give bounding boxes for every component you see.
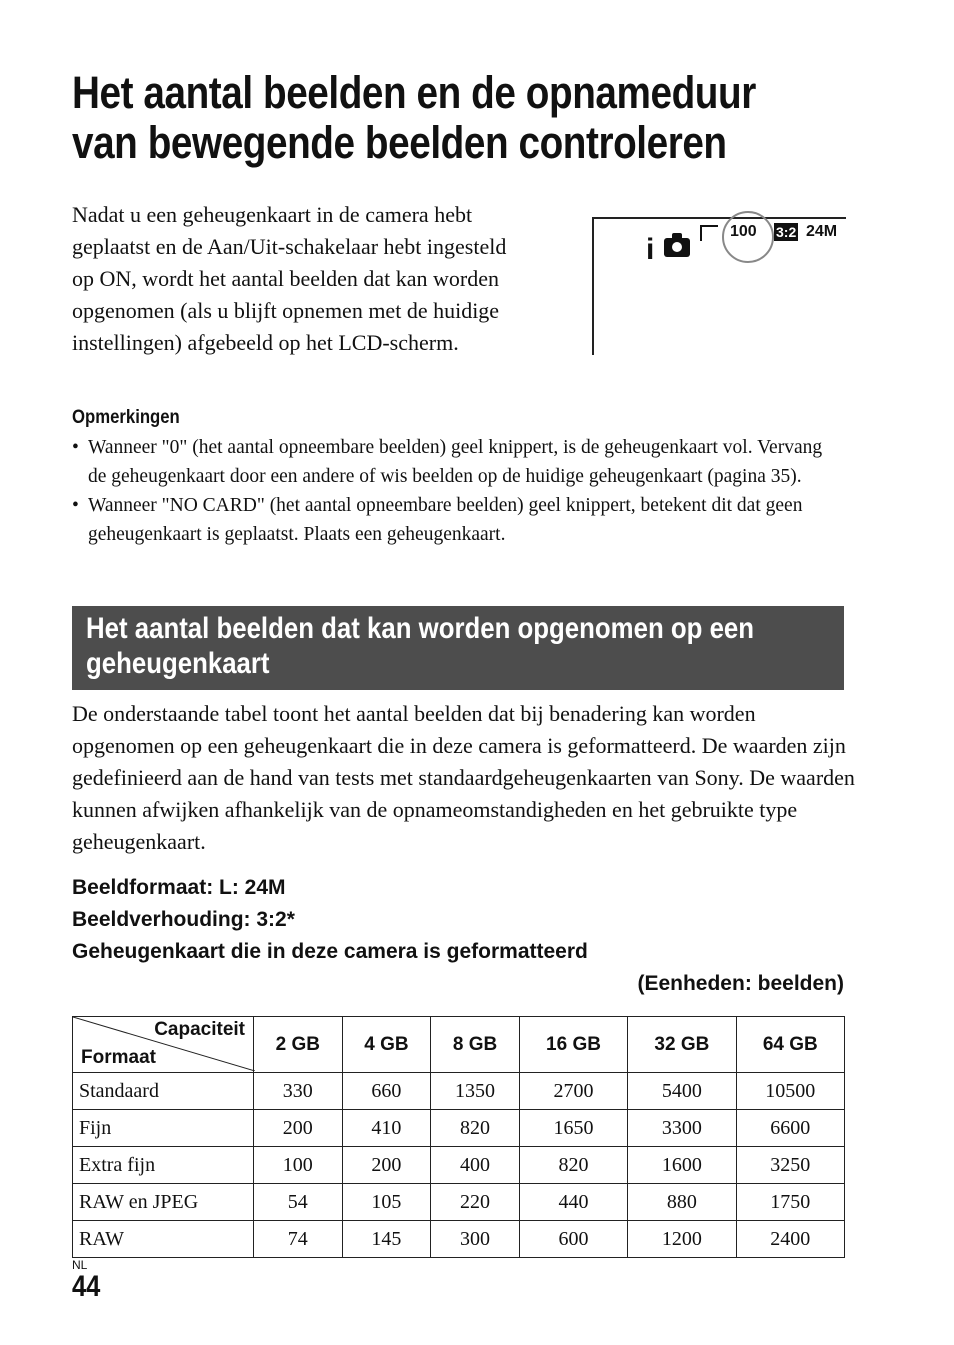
lcd-screen-illustration — [592, 217, 846, 355]
table-cell: 600 — [519, 1221, 627, 1258]
column-header: 8 GB — [431, 1017, 520, 1073]
table-cell: 3300 — [628, 1110, 736, 1147]
table-cell: 1600 — [628, 1147, 736, 1184]
table-cell: 820 — [519, 1147, 627, 1184]
table-cell: 2400 — [736, 1221, 844, 1258]
table-cell: 1750 — [736, 1184, 844, 1221]
row-label: Fijn — [73, 1110, 254, 1147]
table-cell: 300 — [431, 1221, 520, 1258]
aspect-ratio-badge: 3:2 — [776, 224, 797, 240]
table-cell: 660 — [342, 1073, 431, 1110]
table-cell: 100 — [254, 1147, 343, 1184]
note-item: • Wanneer "NO CARD" (het aantal opneembare beelden) geel knippert, betekent dit dat geen geheugenkaart is geplaatst. Plaats een geheugenkaart. — [72, 491, 844, 549]
column-header: 16 GB — [519, 1017, 627, 1073]
column-header: 64 GB — [736, 1017, 844, 1073]
table-cell: 200 — [342, 1147, 431, 1184]
column-header: 2 GB — [254, 1017, 343, 1073]
table-row — [73, 1073, 845, 1110]
table-header-row — [73, 1017, 845, 1073]
row-label: Standaard — [73, 1073, 254, 1110]
table-cell: 1650 — [519, 1110, 627, 1147]
corner-format-label: Formaat — [81, 1047, 156, 1068]
table-cell: 2700 — [519, 1073, 627, 1110]
table-cell: 5400 — [628, 1073, 736, 1110]
table-corner-header — [73, 1017, 254, 1073]
spec-memory-card: Geheugenkaart die in deze camera is geformatteerd — [72, 940, 588, 963]
section-heading-banner — [72, 606, 844, 690]
row-label: RAW en JPEG — [73, 1184, 254, 1221]
table-cell: 10500 — [736, 1073, 844, 1110]
column-header: 32 GB — [628, 1017, 736, 1073]
remaining-shots-count: 100 — [730, 223, 757, 240]
table-row — [73, 1110, 845, 1147]
table-cell: 54 — [254, 1184, 343, 1221]
table-cell: 105 — [342, 1184, 431, 1221]
table-cell: 820 — [431, 1110, 520, 1147]
notes-heading: Opmerkingen — [72, 407, 180, 428]
table-cell: 410 — [342, 1110, 431, 1147]
table-cell: 220 — [431, 1184, 520, 1221]
units-label: (Eenheden: beelden) — [637, 972, 844, 995]
intro-paragraph: Nadat u een geheugenkaart in de camera hebt geplaatst en de Aan/Uit-schakelaar hebt ingesteld op ON, wordt het aantal beelden dat kan worden opgenomen (als u blijft opnemen met de huidige instellingen) afgebeeld op het LCD-scherm. — [72, 202, 507, 355]
page-number: 44 — [72, 1270, 101, 1303]
table-row — [73, 1221, 845, 1258]
table-row — [73, 1184, 845, 1221]
table-cell: 145 — [342, 1221, 431, 1258]
table-cell: 74 — [254, 1221, 343, 1258]
notes-list — [72, 433, 844, 549]
section-heading-line-1: Het aantal beelden dat kan worden opgenomen op een — [86, 612, 755, 645]
column-header: 4 GB — [342, 1017, 431, 1073]
table-cell: 400 — [431, 1147, 520, 1184]
table-cell: 1200 — [628, 1221, 736, 1258]
spec-aspect-ratio: Beeldverhouding: 3:2* — [72, 908, 295, 931]
spec-image-size: Beeldformaat: L: 24M — [72, 876, 286, 899]
row-label: Extra fijn — [73, 1147, 254, 1184]
intelligent-auto-mode-label: i — [646, 233, 655, 266]
table-cell: 440 — [519, 1184, 627, 1221]
table-cell: 1350 — [431, 1073, 520, 1110]
capacity-table — [72, 1016, 845, 1258]
table-cell: 880 — [628, 1184, 736, 1221]
table-intro-paragraph: De onderstaande tabel toont het aantal beelden dat bij benadering kan worden opgenomen op een geheugenkaart die in deze camera is geformatteerd. De waarden zijn gedefinieerd aan de hand van tests met standaardgeheugenkaarten van Sony. De waarden kunnen afwijken afhankelijk van de opnameomstandigheden en het gebruikte type geheugenkaart. — [72, 701, 855, 854]
table-cell: 330 — [254, 1073, 343, 1110]
memory-card-icon — [700, 225, 718, 241]
note-item: • Wanneer "0" (het aantal opneembare beelden) geel knippert, is de geheugenkaart vol. Vervang de geheugenkaart door een andere of wis beelden op de huidige geheugenkaart (pagina 35). — [72, 433, 844, 491]
image-size-label: 24M — [806, 223, 838, 240]
table-cell: 6600 — [736, 1110, 844, 1147]
language-code: NL — [72, 1258, 88, 1272]
table-cell: 200 — [254, 1110, 343, 1147]
page-title — [72, 68, 777, 168]
table-row — [73, 1147, 845, 1184]
table-cell: 3250 — [736, 1147, 844, 1184]
section-heading-line-2: geheugenkaart — [86, 647, 270, 680]
page-title-line-1: Het aantal beelden en de opnameduur — [72, 67, 756, 118]
row-label: RAW — [73, 1221, 254, 1258]
page-title-line-2: van bewegende beelden controleren — [72, 117, 727, 168]
camera-icon — [664, 238, 690, 257]
corner-capacity-label: Capaciteit — [154, 1019, 245, 1040]
